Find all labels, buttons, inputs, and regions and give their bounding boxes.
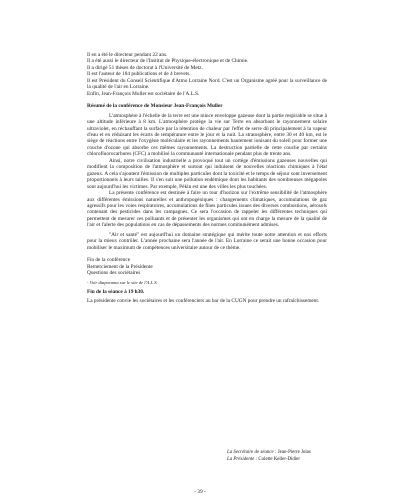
intro-line: Enfin, Jean-François Muller est sociétaire de l'A.L.S.	[87, 90, 200, 97]
summary-paragraph: L'atmosphère à l'échelle de la terre est une mince enveloppe gazeuse dont la partie respirable se situe à une altitude inférieure à 8 km. L'atmosphère protège la vie sur Terre en absorbant le rayonnement solaire ultraviolet, en réchauffant la surface par la rétention de chaleur par l'effet de serre dû principalement à la vapeur d'eau et en réduisant les écarts de température entre le jour et la nuit. La stratosphère, entre 30 et 40 km, est le siège de réactions entre l'oxygène moléculaire et les rayonnements hautement ionisant du soleil pour former une couche d'ozone qui absorbe ces mêmes rayonnements. La destruction partielle de cette couche par certains chlorofluorocarbures (CFC) a mobilisé la communauté internationale pendant plus de trente ans.	[87, 112, 327, 158]
intro-line: Il est Président du Conseil Scientifique d'Atmo Lorraine Nord. C'est un Organisme agréé pour la surveillance de la qualité de l'air en Lorraine.	[87, 77, 327, 91]
end-title: Fin de la séance à 19 h30.	[87, 288, 145, 295]
closing-block	[87, 257, 327, 276]
intro-line: Il est l'auteur de 184 publications et de 4 brevets.	[87, 71, 191, 78]
page-number: - 39 -	[194, 489, 206, 495]
intro-line: Il a dirigé 51 thèses de doctorat à l'Université de Metz.	[87, 64, 203, 71]
intro-block	[87, 52, 327, 97]
closing-line: Remerciement de la Présidente	[87, 263, 153, 270]
intro-line: Il en a été le directeur pendant 22 ans.	[87, 52, 168, 58]
president-role: La Présidente :	[227, 457, 258, 462]
document-page	[87, 52, 327, 305]
summary-paragraph: La présente conférence est destinée à faire un tour d'horizon sur l'extrême sensibilité de l'atmosphère aux différentes émissions naturelles et anthropogéniques : changements climatiques, accumulations de gaz agressifs pour les voies respiratoires, accumulations de fines particules issues des diverses combustions, aérosols contenant des pesticides dans les campagnes. Ce sera l'occasion de rappeler les différentes techniques qui permettent de mesurer ces polluants et de présenter les organismes qui ont en charge la mesure de la qualité de l'air et l'alerte des populations en cas de dépassements des normes communément admises.	[87, 190, 327, 229]
end-paragraph: La présidente convie les sociétaires et les conférenciers au bar de la CUGN pour prendre un rafraîchissement.	[87, 298, 320, 305]
secretary-signature	[227, 450, 357, 457]
closing-line: Fin de la conférence	[87, 257, 131, 264]
diaporama-note: - Voir diaporama sur le site de l'A.L.S.	[87, 279, 158, 285]
summary-paragraph: "Air et santé" est aujourd'hui un domaine stratégique qui mérite toute notre attention et nos efforts pour la mieux contrôler. L'année prochaine sera l'année de l'air. En Lorraine ce serait une bonne occasion pour mobiliser le maximum de compétences universitaire autour de ce thème.	[87, 231, 327, 251]
secretary-name: Jean-Pierre Jolas	[276, 450, 311, 455]
closing-line: Questions des sociétaires	[87, 270, 141, 277]
president-name: Colette Keller-Didier	[257, 457, 300, 462]
president-signature	[227, 457, 357, 464]
summary-paragraph: Ainsi, notre civilisation industrielle a provoqué tout un cortège d'émissions gazeuses nouvelles qui modifient la composition de l'atmosphère et surtout qui induisent de nouvelles réactions chimiques à l'état gazeux. A cela s'ajoutent l'émission de multiples particules dont la toxicité et le temps de séjour sont inversement proportionnels à leurs tailles. Il s'en suit une pollution endémique dont les habitants des nombreuses mégapoles sont aujourd'hui les victimes. Par exemple, Pékin est une des villes les plus touchées.	[87, 157, 327, 190]
summary-title: Résumé de la conférence de Monsieur Jean-François Muller	[87, 103, 223, 110]
secretary-role: La Secrétaire de séance :	[227, 450, 277, 455]
intro-line: Il a été aussi le directeur de l'Institut de Physique-électronique et de Chimie.	[87, 58, 249, 65]
